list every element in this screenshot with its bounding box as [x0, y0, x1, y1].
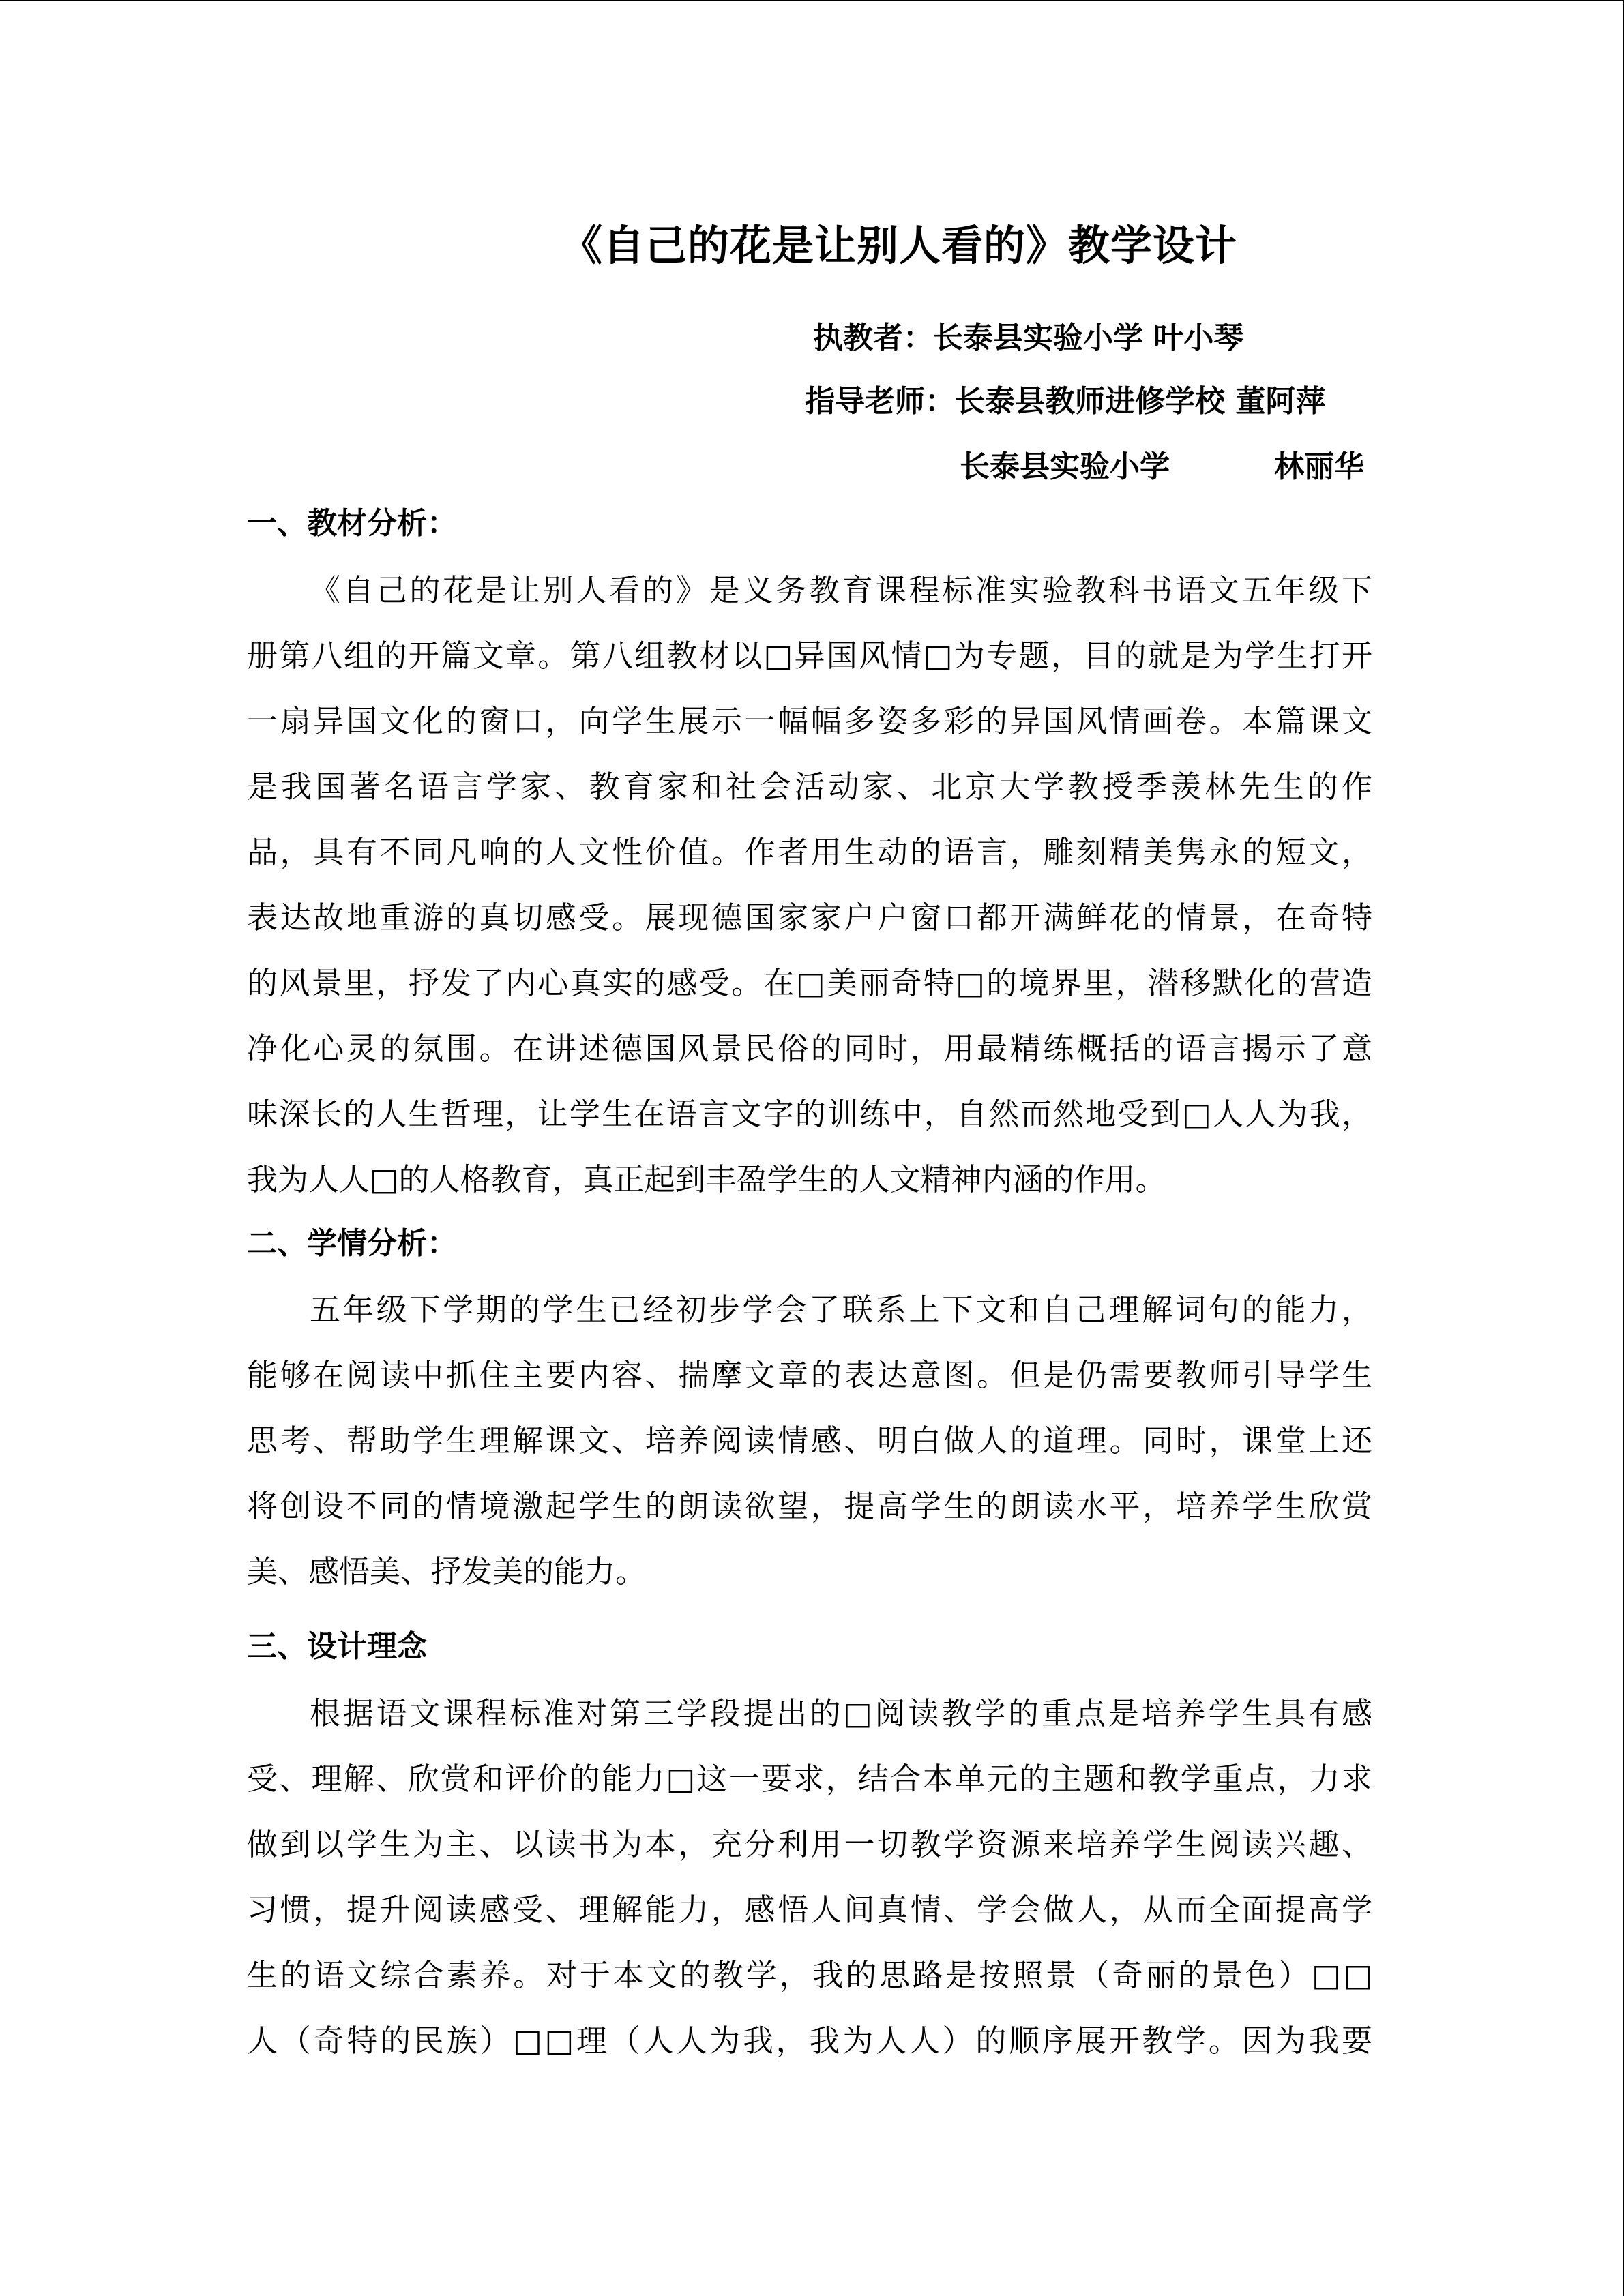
paragraph-line: 人（奇特的民族）□□理（人人为我，我为人人）的顺序展开教学。因为我要 [247, 2023, 1372, 2059]
paragraph-line: 净化心灵的氛围。在讲述德国风景民俗的同时，用最精练概括的语言揭示了意 [247, 1030, 1372, 1067]
paragraph-line: 表达故地重游的真切感受。展现德国家家户户窗口都开满鲜花的情景，在奇特 [247, 899, 1372, 936]
advisor-line-2: 长泰县实验小学 林丽华 [960, 449, 1365, 484]
paragraph-line: 生的语文综合素养。对于本文的教学，我的思路是按照景（奇丽的景色）□□ [247, 1957, 1372, 1993]
paragraph-line: 册第八组的开篇文章。第八组教材以□异国风情□为专题，目的就是为学生打开 [247, 638, 1372, 674]
paragraph-line: 做到以学生为主、以读书为本，充分利用一切教学资源来培养学生阅读兴趣、 [247, 1826, 1372, 1862]
paragraph-line: 思考、帮助学生理解课文、培养阅读情感、明白做人的道理。同时，课堂上还 [247, 1422, 1372, 1459]
paragraph-line: 五年级下学期的学生已经初步学会了联系上下文和自己理解词句的能力， [310, 1292, 1372, 1328]
paragraph-line: 受、理解、欣赏和评价的能力□这一要求，结合本单元的主题和教学重点，力求 [247, 1761, 1372, 1797]
paragraph-line: 《自己的花是让别人看的》是义务教育课程标准实验教科书语文五年级下 [310, 572, 1372, 608]
section-heading-students: 二、学情分析： [247, 1226, 457, 1261]
paragraph-line: 我为人人□的人格教育，真正起到丰盈学生的人文精神内涵的作用。 [247, 1161, 1166, 1197]
paragraph-line: 是我国著名语言学家、教育家和社会活动家、北京大学教授季羡林先生的作 [247, 769, 1372, 805]
section-body-students [247, 1277, 1372, 1605]
advisor-line-1: 指导老师：长泰县教师进修学校 董阿萍 [805, 384, 1326, 419]
paragraph-line: 味深长的人生哲理，让学生在语言文字的训练中，自然而然地受到□人人为我， [247, 1096, 1372, 1132]
document-title: 《自己的花是让别人看的》教学设计 [561, 222, 1238, 270]
paragraph-line: 的风景里，抒发了内心真实的感受。在□美丽奇特□的境界里，潜移默化的营造 [247, 965, 1372, 1001]
paragraph-line: 美、感悟美、抒发美的能力。 [247, 1553, 647, 1590]
paragraph-line: 品，具有不同凡响的人文性价值。作者用生动的语言，雕刻精美隽永的短文， [247, 834, 1372, 870]
section-body-concept [247, 1681, 1372, 2074]
section-body-materials [247, 558, 1372, 1212]
paragraph-line: 能够在阅读中抓住主要内容、揣摩文章的表达意图。但是仍需要教师引导学生 [247, 1357, 1372, 1393]
paragraph-line: 习惯，提升阅读感受、理解能力，感悟人间真情、学会做人，从而全面提高学 [247, 1892, 1372, 1928]
paragraph-line: 将创设不同的情境激起学生的朗读欲望，提高学生的朗读水平，培养学生欣赏 [247, 1488, 1372, 1524]
section-heading-concept: 三、设计理念 [247, 1629, 427, 1664]
paragraph-line: 根据语文课程标准对第三学段提出的□阅读教学的重点是培养学生具有感 [310, 1695, 1372, 1731]
page-top-border [0, 0, 1624, 1]
paragraph-line: 一扇异国文化的窗口，向学生展示一幅幅多姿多彩的异国风情画卷。本篇课文 [247, 703, 1372, 739]
section-heading-materials: 一、教材分析： [247, 506, 457, 541]
teacher-line: 执教者：长泰县实验小学 叶小琴 [813, 320, 1244, 355]
